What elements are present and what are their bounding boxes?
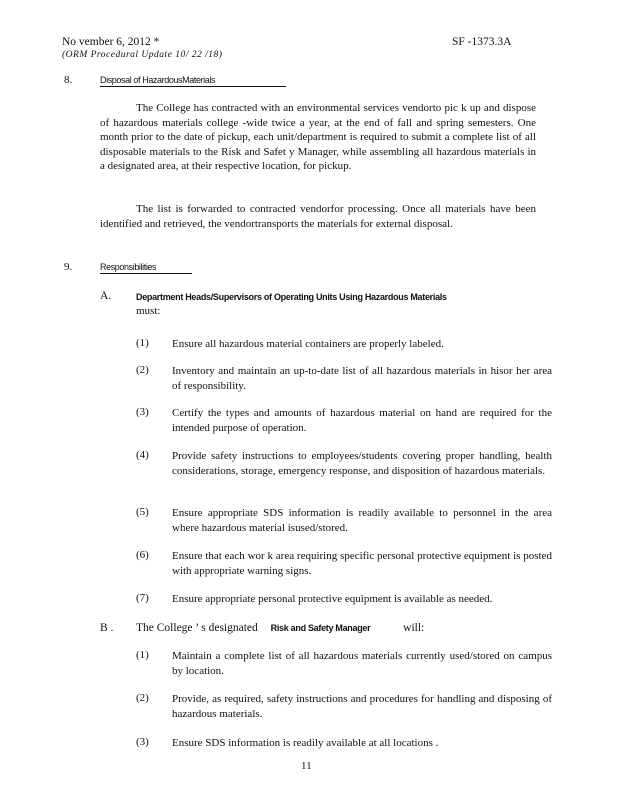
header-form-id: SF -1373.3A [452,36,512,48]
subsection-a-heading-tail: must: [136,305,161,317]
subsection-b-heading-bold: Risk and Safety Manager [270,623,371,633]
list-item-number: (1) [136,649,149,661]
list-item-number: (5) [136,506,149,518]
list-item: Ensure SDS information is readily available at all locations . [172,737,439,749]
list-item-number: (1) [136,337,149,349]
header-subline: (ORM Procedural Update 10/ 22 /18) [62,50,223,60]
list-item-number: (6) [136,549,149,561]
list-item-number: (2) [136,692,149,704]
subsection-b-heading [136,622,424,634]
subsection-a-heading: Department Heads/Supervisors of Operating Units Using Hazardous Materials [136,292,447,302]
list-item: Certify the types and amounts of hazardous material on hand are required for the intended purpose of operation. [172,407,552,434]
subsection-a-letter: A. [100,290,112,302]
list-item: Provide, as required, safety instructions and procedures for handling and disposing of hazardous materials. [172,693,552,720]
section-8-title: Disposal of HazardousMaterials [100,75,286,87]
header-date: No vember 6, 2012 * [62,36,160,48]
page-number: 11 [301,760,312,772]
list-item-number: (3) [136,406,149,418]
list-item: Ensure appropriate personal protective equipment is available as needed. [172,593,493,605]
section-9-title: Responsibilities [100,262,192,274]
list-item: Ensure appropriate SDS information is readily available to personnel in the area where hazardous material isused/stored. [172,507,552,534]
list-item: Maintain a complete list of all hazardous materials currently used/stored on campus by location. [172,650,552,677]
list-item: Provide safety instructions to employees/students covering proper handling, health considerations, storage, emergency response, and disposition of hazardous materials. [172,450,552,477]
list-item: Inventory and maintain an up-to-date list of all hazardous materials in hisor her area of responsibility. [172,365,552,392]
section-8-number: 8. [64,74,73,86]
list-item-number: (3) [136,736,149,748]
list-item: Ensure that each wor k area requiring specific personal protective equipment is posted with appropriate warning signs. [172,550,552,577]
list-item-number: (2) [136,364,149,376]
list-item-number: (4) [136,449,149,461]
section-8-paragraph-1: The College has contracted with an environmental services vendorto pic k up and dispose of hazardous materials college -wide twice a year, at the end of fall and spring semesters. One month prior to the date of pickup, each unit/department is required to submit a complete list of all disposable materials to the Risk and Safet y Manager, while assembling all hazardous materials in a designated area, at their respective location, for pickup. [100,102,536,173]
subsection-b-letter: B . [100,622,114,634]
list-item: Ensure all hazardous material containers are properly labeled. [172,338,444,350]
subsection-b-heading-pre: The College ’ s designated [136,622,258,634]
section-9-number: 9. [64,261,73,273]
subsection-b-heading-post: will: [403,622,425,634]
list-item-number: (7) [136,592,149,604]
section-8-paragraph-2: The list is forwarded to contracted vendorfor processing. Once all materials have been identified and retrieved, the vendortransports the materials for external disposal. [100,203,536,230]
